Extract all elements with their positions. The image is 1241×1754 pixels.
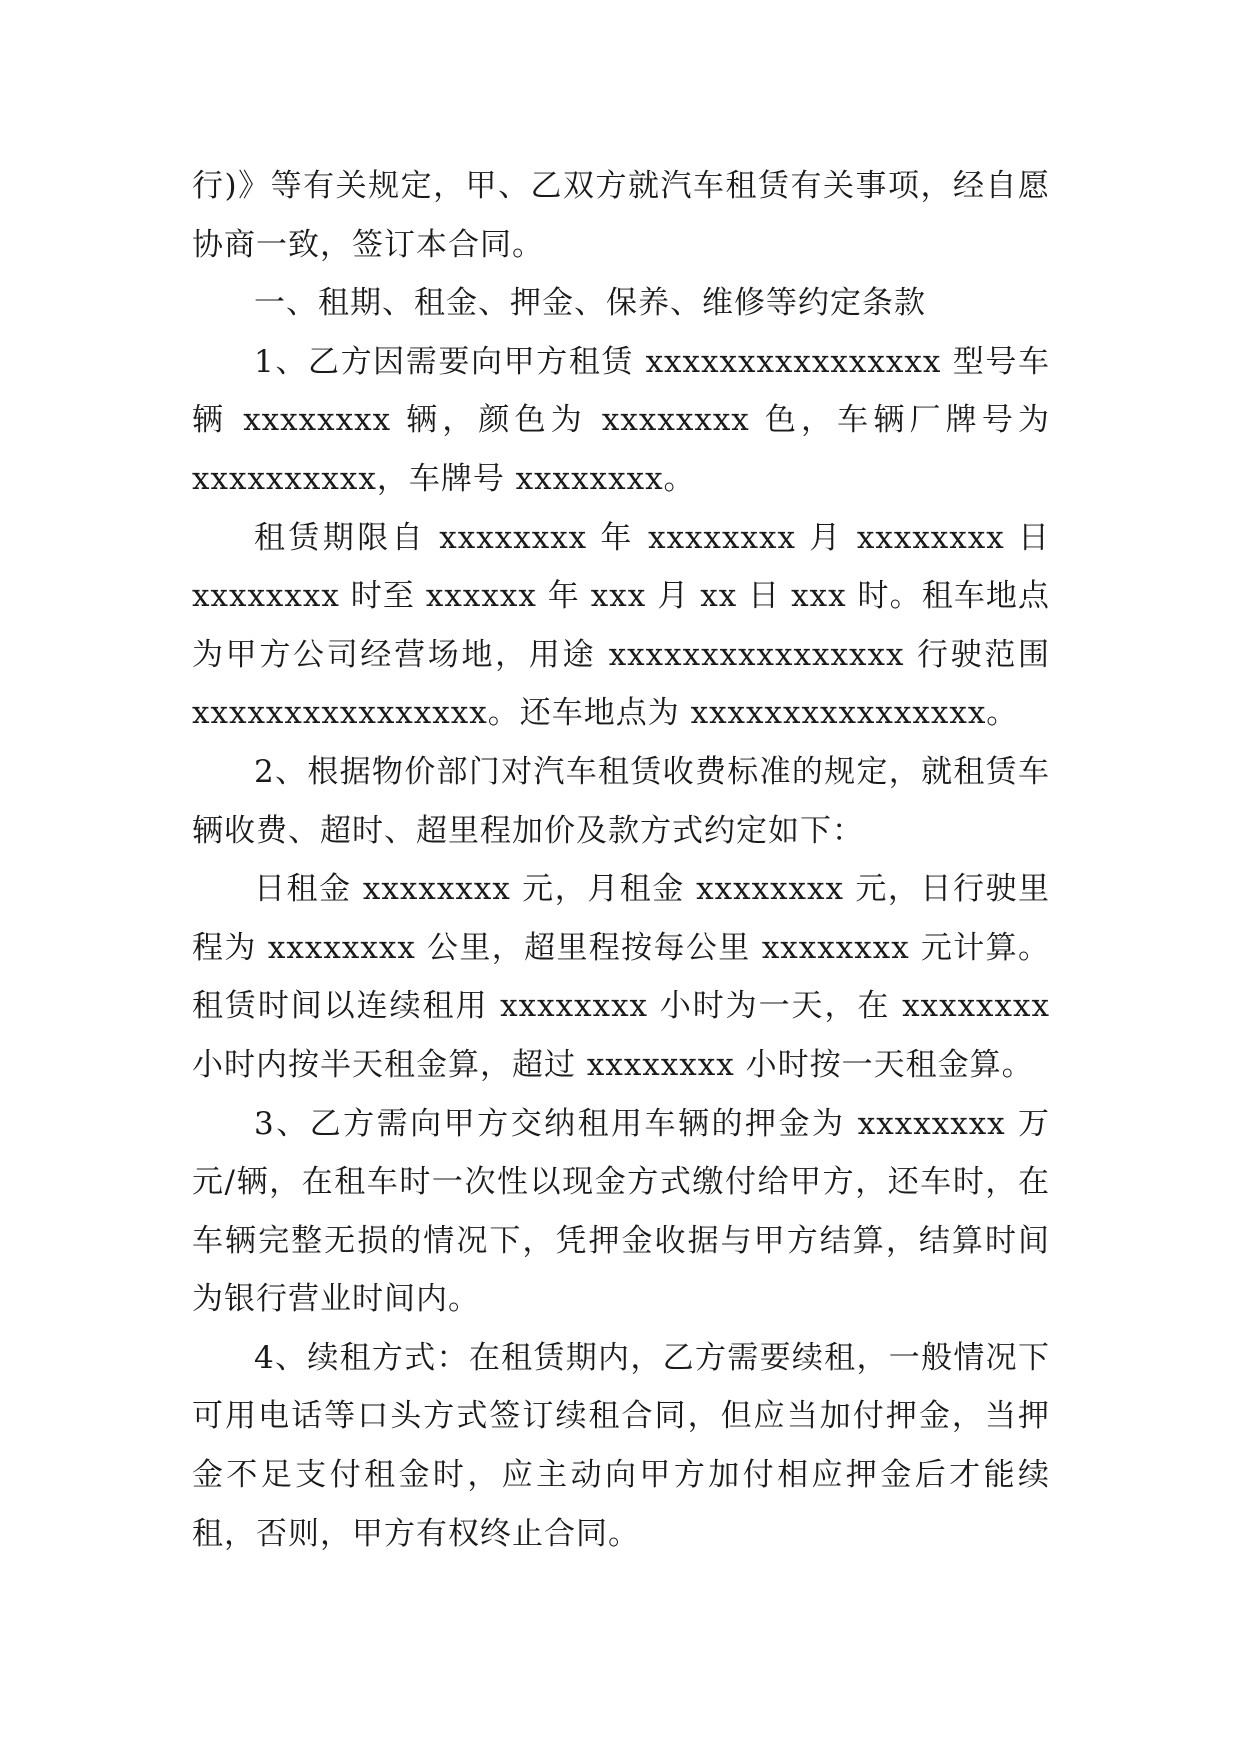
paragraph-clause-2: 2、根据物价部门对汽车租赁收费标准的规定，就租赁车辆收费、超时、超里程加价及款方式约定如下： — [192, 753, 1050, 849]
paragraph-clause-1: 1、乙方因需要向甲方租赁 xxxxxxxxxxxxxxxx 型号车辆 xxxxxxxx 辆，颜色为 xxxxxxxx 色，车辆厂牌号为 xxxxxxxxxx，车牌号 xxxxxxxx。 — [192, 343, 1050, 497]
section-heading-terms: 一、租期、租金、押金、保养、维修等约定条款 — [254, 285, 926, 322]
document-body — [192, 157, 1050, 1563]
paragraph-lease-period: 租赁期限自 xxxxxxxx 年 xxxxxxxx 月 xxxxxxxx 日 xxxxxxxx 时至 xxxxxx 年 xxx 月 xx 日 xxx 时。租车地点为甲方公司经营场地，用途 xxxxxxxxxxxxxxxx 行驶范围 xxxxxxxxxxxxxxxx。还车地点为 xxxxxxxxxxxxxxxx。 — [192, 519, 1050, 732]
paragraph-preamble: 行)》等有关规定，甲、乙双方就汽车租赁有关事项，经自愿协商一致，签订本合同。 — [192, 168, 1050, 263]
paragraph-rent-rates: 日租金 xxxxxxxx 元，月租金 xxxxxxxx 元，日行驶里程为 xxxxxxxx 公里，超里程按每公里 xxxxxxxx 元计算。租赁时间以连续租用 xxxxxxxx 小时为一天，在 xxxxxxxx 小时内按半天租金算，超过 xxxxxxxx 小时按一天租金算。 — [192, 871, 1050, 1083]
paragraph-clause-3: 3、乙方需向甲方交纳租用车辆的押金为 xxxxxxxx 万元/辆，在租车时一次性以现金方式缴付给甲方，还车时，在车辆完整无损的情况下，凭押金收据与甲方结算，结算时间为银行营业时间内。 — [192, 1105, 1050, 1318]
paragraph-clause-4: 4、续租方式：在租赁期内，乙方需要续租，一般情况下可用电话等口头方式签订续租合同，但应当加付押金，当押金不足支付租金时，应主动向甲方加付相应押金后才能续租，否则，甲方有权终止合同。 — [192, 1339, 1050, 1552]
